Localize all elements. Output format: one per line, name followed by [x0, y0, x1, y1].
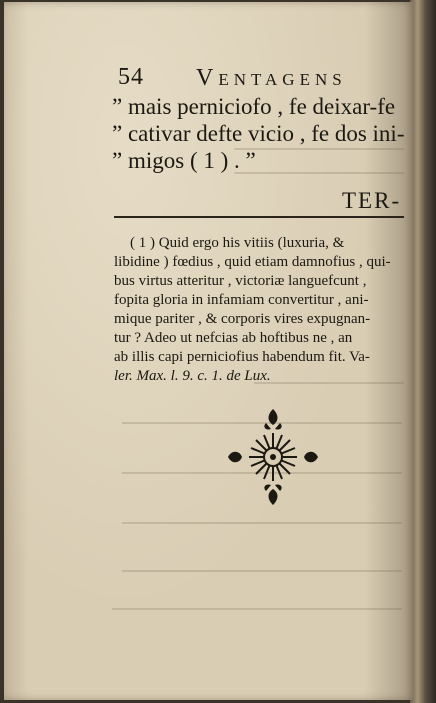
catchword: TER-: [342, 188, 402, 213]
footnote-line: libidine ) fœdius , quid etiam damnofius , qui-: [114, 254, 391, 270]
footnote-line: fopita gloria in infamiam convertitur , ani-: [114, 292, 369, 308]
bleed-through: [112, 608, 402, 610]
footnote-line: bus virtus atteritur , victoriæ languefcunt ,: [114, 273, 367, 289]
bleed-through: [234, 172, 404, 174]
page-number: 54: [118, 64, 144, 90]
footnote-line: mique pariter , & corporis vires expugnan-: [114, 311, 371, 327]
footnote-line: ( 1 ) Quid ergo his vitiis (luxuria, &: [130, 235, 345, 251]
footnote-line: ler. Max. l. 9. c. 1. de Lux.: [114, 368, 271, 384]
quote-line: ” migos ( 1 ) . ”: [112, 148, 256, 173]
bleed-through: [254, 382, 404, 384]
footnote-line: ab illis capi perniciofius habendum fit. Va-: [114, 349, 370, 365]
bleed-through: [122, 522, 402, 524]
bleed-through: [122, 570, 402, 572]
running-head: [118, 64, 358, 90]
running-title: Ventagens: [196, 65, 347, 91]
quote-line: ” cativar defte vicio , fe dos ini-: [112, 121, 405, 146]
printer-ornament-icon: [226, 407, 320, 507]
quote-line: ” mais perniciofo , fe deixar-fe: [112, 94, 396, 119]
bleed-through: [234, 148, 404, 150]
book-page: [4, 2, 414, 700]
footnote-line: tur ? Adeo ut nefcias ab hoftibus ne , an: [114, 330, 353, 346]
footnote-rule: [114, 216, 404, 218]
